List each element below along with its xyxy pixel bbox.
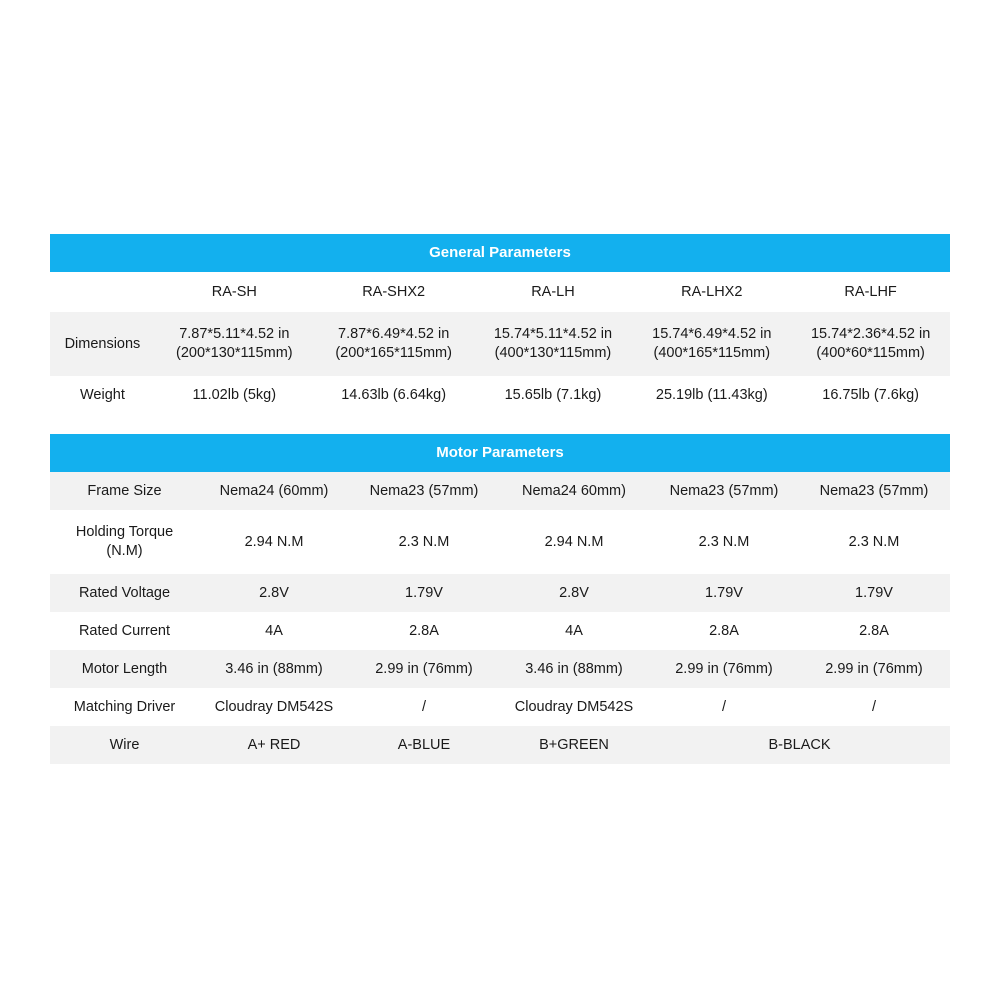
rated-voltage-row — [50, 574, 950, 612]
table-cell: / — [871, 698, 877, 715]
table-cell: B+GREEN — [539, 736, 609, 753]
table-cell: 3.46 in (88mm) — [225, 660, 323, 677]
dimensions-row — [50, 312, 950, 376]
weight-value: 14.63lb (6.64kg) — [341, 386, 447, 403]
table-cell: Nema23 (57mm) — [819, 482, 929, 499]
dimensions-value: 15.74*6.49*4.52 in (400*165*115mm) — [652, 326, 772, 361]
row-label: Rated Current — [78, 622, 171, 639]
table-cell: Cloudray DM542S — [214, 698, 334, 715]
motor-parameters-table — [50, 434, 950, 764]
table-cell: 2.99 in (76mm) — [375, 660, 473, 677]
table-cell: 2.94 N.M — [544, 533, 604, 550]
table-cell: / — [421, 698, 427, 715]
row-label: Weight — [80, 386, 125, 403]
table-cell: 1.79V — [405, 584, 443, 601]
rated-current-row — [50, 612, 950, 650]
table-cell: Nema23 (57mm) — [369, 482, 479, 499]
table-cell: Cloudray DM542S — [514, 698, 634, 715]
model-name: RA-LHX2 — [681, 283, 743, 300]
general-parameters-table — [50, 234, 950, 414]
dimensions-value: 15.74*5.11*4.52 in (400*130*115mm) — [493, 326, 613, 361]
weight-value: 11.02lb (5kg) — [192, 386, 277, 403]
table-cell: Nema24 60mm) — [522, 482, 626, 499]
weight-row — [50, 376, 950, 414]
table-cell: 2.3 N.M — [698, 533, 750, 550]
row-label: Rated Voltage — [78, 584, 171, 601]
motor-length-row — [50, 650, 950, 688]
table-cell: 4A — [565, 622, 583, 639]
model-name: RA-SHX2 — [362, 283, 426, 300]
table-cell: 2.8V — [259, 584, 289, 601]
table-cell: B-BLACK — [768, 736, 831, 753]
weight-value: 16.75lb (7.6kg) — [822, 386, 919, 403]
dimensions-value: 7.87*6.49*4.52 in (200*165*115mm) — [335, 326, 452, 361]
table-cell: 2.8A — [859, 622, 889, 639]
table-cell: 1.79V — [705, 584, 743, 601]
table-cell: 2.8A — [709, 622, 739, 639]
table-cell: 2.3 N.M — [398, 533, 450, 550]
holding-torque-row — [50, 510, 950, 574]
general-parameters-header: General Parameters — [50, 234, 950, 272]
dimensions-value: 15.74*2.36*4.52 in (400*60*115mm) — [810, 326, 931, 361]
model-name: RA-LHF — [844, 283, 897, 300]
table-cell: Nema23 (57mm) — [669, 482, 779, 499]
table-cell: 2.3 N.M — [848, 533, 900, 550]
model-name: RA-LH — [531, 283, 575, 300]
table-cell: 3.46 in (88mm) — [525, 660, 623, 677]
row-label: Wire — [109, 736, 140, 753]
model-name: RA-SH — [211, 283, 257, 300]
table-cell: 2.8V — [559, 584, 589, 601]
frame-size-row — [50, 472, 950, 510]
dimensions-value: 7.87*5.11*4.52 in (200*130*115mm) — [176, 326, 293, 361]
row-label: Frame Size — [87, 482, 162, 499]
table-cell: 2.94 N.M — [244, 533, 304, 550]
wire-row — [50, 726, 950, 764]
table-cell: Nema24 (60mm) — [219, 482, 329, 499]
model-header-row — [50, 272, 950, 312]
row-label: Motor Length — [81, 660, 168, 677]
table-cell: / — [721, 698, 727, 715]
row-label: Dimensions — [64, 335, 141, 352]
weight-value: 15.65lb (7.1kg) — [504, 386, 602, 403]
table-cell: 2.99 in (76mm) — [675, 660, 773, 677]
weight-value: 25.19lb (11.43kg) — [655, 386, 768, 403]
motor-parameters-header: Motor Parameters — [50, 434, 950, 472]
table-cell: A+ RED — [247, 736, 301, 753]
table-cell: 4A — [265, 622, 283, 639]
table-cell: 1.79V — [855, 584, 893, 601]
table-cell: 2.8A — [409, 622, 439, 639]
matching-driver-row — [50, 688, 950, 726]
row-label: Holding Torque (N.M) — [75, 524, 174, 559]
row-label: Matching Driver — [73, 698, 176, 715]
table-cell: 2.99 in (76mm) — [825, 660, 923, 677]
table-cell: A-BLUE — [397, 736, 451, 753]
